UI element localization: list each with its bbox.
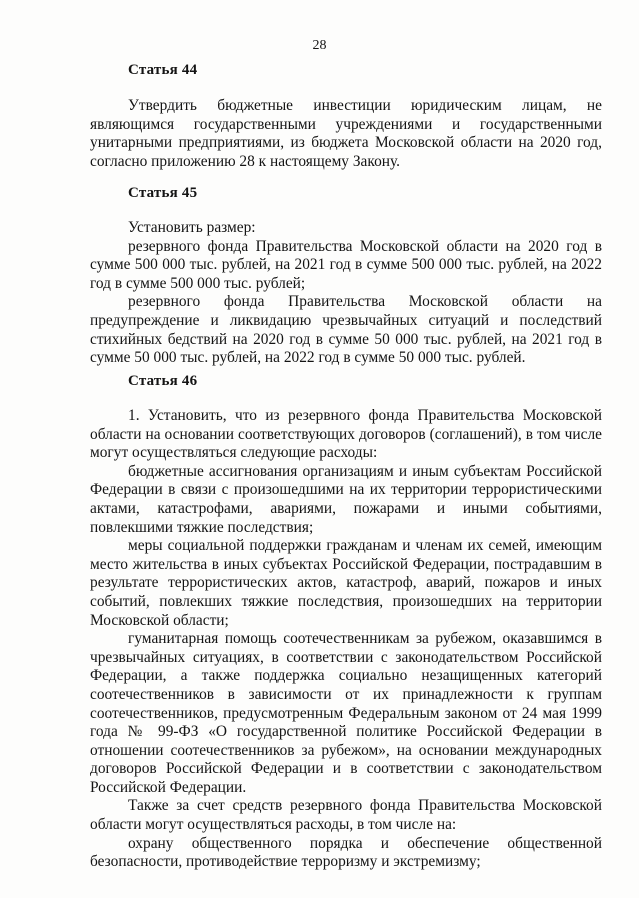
article-46-paragraph-2: бюджетные ассигнования организациям и иным субъектам Российской Федерации в связи с произошедшими на их территории террористическими актами, катастрофами, авариями, пожарами и иными событиями, повлекшими тяжкие последствия; (90, 462, 602, 536)
article-45-intro: Установить размер: (128, 219, 256, 236)
article-45-heading: Статья 45 (128, 185, 198, 201)
article-46-paragraph-4: гуманитарная помощь соотечественникам за рубежом, оказавшимся в чрезвычайных ситуациях, в соответствии с законодательством Российской Федерации, а также поддержка социально незащищенных категорий соотечественников в зависимости от их принадлежности к группам соотечественников, предусмотренным Федеральным законом от 24 мая 1999 года № 99-ФЗ «О государственной политике Российской Федерации в отношении соотечественников за рубежом», на основании международных договоров Российской Федерации и в соответствии с законодательством Российской Федерации. (90, 630, 602, 796)
article-45-paragraph-1: резервного фонда Правительства Московской области на 2020 год в сумме 500 000 тыс. рублей, на 2021 год в сумме 500 000 тыс. рублей, на 2022 год в сумме 500 000 тыс. рублей; (90, 237, 602, 292)
page-number: 28 (312, 38, 327, 53)
article-44-body (90, 97, 602, 171)
article-46-paragraph-6: охрану общественного порядка и обеспечение общественной безопасности, противодействие терроризму и экстремизму; (90, 834, 602, 871)
article-46-body (90, 407, 602, 872)
article-44-heading: Статья 44 (128, 62, 198, 78)
article-46-heading: Статья 46 (128, 373, 198, 389)
article-46-paragraph-5: Также за счет средств резервного фонда Правительства Московской области могут осуществляться расходы, в том числе на: (90, 797, 602, 834)
article-46-paragraph-1: 1. Установить, что из резервного фонда Правительства Московской области на основании соответствующих договоров (соглашений), в том числе могут осуществляться следующие расходы: (90, 407, 602, 462)
article-45-paragraph-2: резервного фонда Правительства Московской области на предупреждение и ликвидацию чрезвычайных ситуаций и последствий стихийных бедствий на 2020 год в сумме 50 000 тыс. рублей, на 2021 год в сумме 50 000 тыс. рублей, на 2022 год в сумме 50 000 тыс. рублей. (90, 293, 602, 367)
article-44-paragraph: Утвердить бюджетные инвестиции юридическим лицам, не являющимся государственными учреждениями и государственными унитарными предприятиями, из бюджета Московской области на 2020 год, согласно приложению 28 к настоящему Закону. (90, 97, 602, 170)
article-46-paragraph-3: меры социальной поддержки гражданам и членам их семей, имеющим место жительства в иных субъектах Российской Федерации, пострадавшим в результате террористических актов, катастроф, аварий, пожаров и иных событий, повлекших тяжкие последствия, произошедших на территории Московской области; (90, 537, 602, 629)
article-45-body (90, 219, 602, 368)
